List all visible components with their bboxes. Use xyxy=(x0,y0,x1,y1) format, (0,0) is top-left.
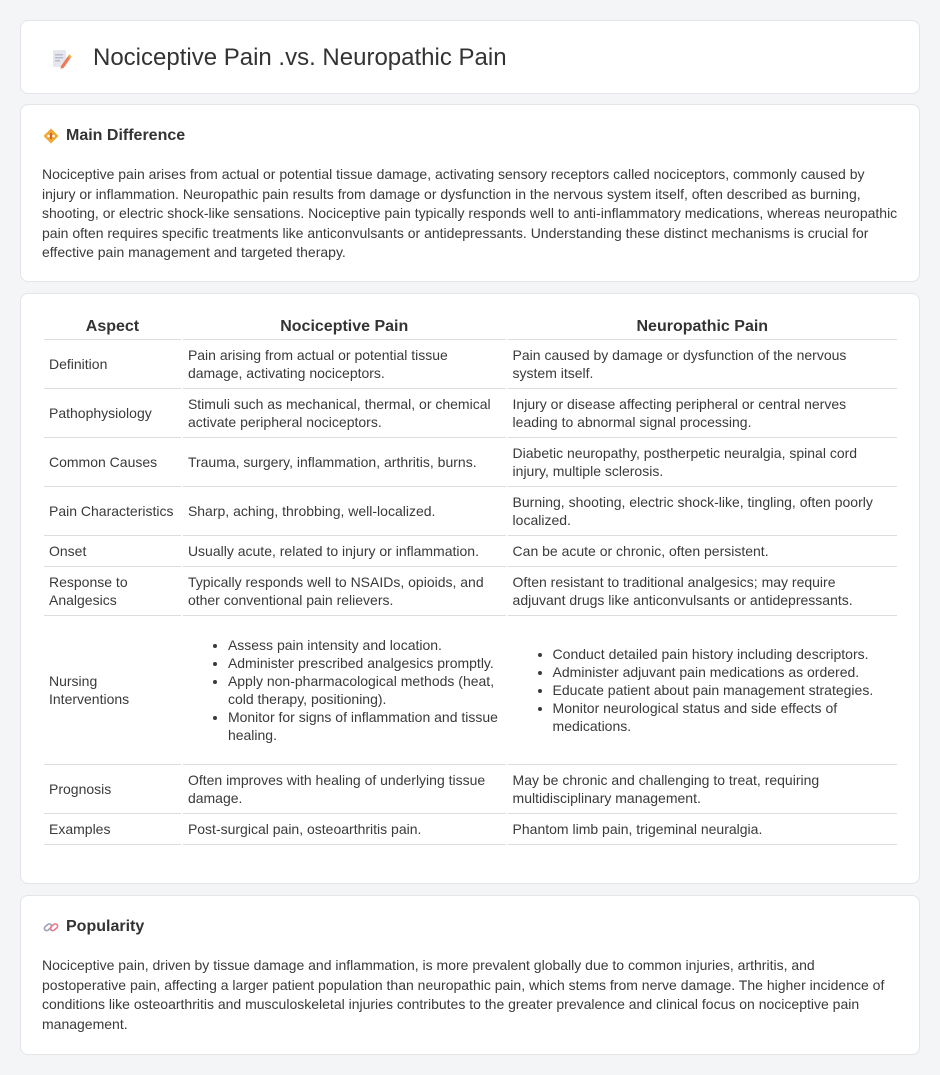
main-difference-heading xyxy=(42,127,185,145)
page-title: Nociceptive Pain .vs. Neuropathic Pain xyxy=(93,44,507,71)
neuropathic-cell: Phantom limb pain, trigeminal neuralgia. xyxy=(508,814,897,845)
table-row xyxy=(44,487,897,536)
neuropathic-interventions-list xyxy=(513,645,892,735)
diamond-warning-icon xyxy=(42,127,60,145)
neuropathic-cell: Burning, shooting, electric shock-like, tingling, often poorly localized. xyxy=(508,487,897,536)
aspect-cell: Examples xyxy=(44,814,181,845)
list-item: • Administer prescribed analgesics promptly. xyxy=(228,654,501,672)
popularity-card xyxy=(20,895,920,1055)
aspect-cell: Pathophysiology xyxy=(44,389,181,438)
neuropathic-cell: Often resistant to traditional analgesics; may require adjuvant drugs like anticonvulsants or antidepressants. xyxy=(508,567,897,616)
main-difference-card xyxy=(20,104,920,282)
comparison-table-card xyxy=(20,293,920,884)
list-item: • Administer adjuvant pain medications as ordered. xyxy=(553,663,892,681)
table-row xyxy=(44,765,897,814)
list-item: • Monitor for signs of inflammation and tissue healing. xyxy=(228,708,501,744)
aspect-cell: Definition xyxy=(44,340,181,389)
header-card xyxy=(20,20,920,94)
table-row xyxy=(44,536,897,567)
main-difference-title: Main Difference xyxy=(66,127,186,144)
nociceptive-cell: Sharp, aching, throbbing, well-localized. xyxy=(183,487,506,536)
table-row xyxy=(44,438,897,487)
list-item: • Educate patient about pain management strategies. xyxy=(553,681,892,699)
popularity-heading xyxy=(42,918,144,936)
neuropathic-cell: Injury or disease affecting peripheral or central nerves leading to abnormal signal processing. xyxy=(508,389,897,438)
nociceptive-cell: Trauma, surgery, inflammation, arthritis, burns. xyxy=(183,438,506,487)
document-pencil-icon xyxy=(49,47,73,71)
list-item: • Monitor neurological status and side effects of medications. xyxy=(553,699,892,735)
aspect-cell: Nursing Interventions xyxy=(44,616,181,765)
aspect-cell: Prognosis xyxy=(44,765,181,814)
table-row xyxy=(44,567,897,616)
nociceptive-cell: Post-surgical pain, osteoarthritis pain. xyxy=(183,814,506,845)
comparison-table xyxy=(42,315,899,845)
table-header-row xyxy=(44,315,897,340)
table-row xyxy=(44,814,897,845)
neuropathic-cell: May be chronic and challenging to treat, requiring multidisciplinary management. xyxy=(508,765,897,814)
table-row xyxy=(44,389,897,438)
nociceptive-cell: Often improves with healing of underlying tissue damage. xyxy=(183,765,506,814)
nociceptive-cell: Pain arising from actual or potential tissue damage, activating nociceptors. xyxy=(183,340,506,389)
header-nociceptive: Nociceptive Pain xyxy=(183,315,506,340)
header-neuropathic: Neuropathic Pain xyxy=(508,315,897,340)
aspect-cell: Common Causes xyxy=(44,438,181,487)
neuropathic-cell: Pain caused by damage or dysfunction of the nervous system itself. xyxy=(508,340,897,389)
aspect-cell: Response to Analgesics xyxy=(44,567,181,616)
aspect-cell: Pain Characteristics xyxy=(44,487,181,536)
list-item: • Apply non-pharmacological methods (heat, cold therapy, positioning). xyxy=(228,672,501,708)
list-item: • Conduct detailed pain history including descriptors. xyxy=(553,645,892,663)
nociceptive-cell xyxy=(183,616,506,765)
popularity-title: Popularity xyxy=(66,918,145,935)
aspect-cell: Onset xyxy=(44,536,181,567)
popularity-text: Nociceptive pain, driven by tissue damage and inflammation, is more prevalent globally due to common injuries, arthritis, and postoperative pain, affecting a larger patient population than neuropathic pain, which stems from nerve damage. The higher incidence of conditions like osteoarthritis and musculoskeletal injuries contributes to the greater prevalence and clinical focus on nociceptive pain management. xyxy=(42,957,885,1032)
main-difference-text: Nociceptive pain arises from actual or potential tissue damage, activating sensory receptors called nociceptors, commonly caused by injury or inflammation. Neuropathic pain results from damage or dysfunction in the nervous system itself, often described as burning, shooting, or electric shock-like sensations. Nociceptive pain typically responds well to anti-inflammatory medications, whereas neuropathic pain often requires specific treatments like anticonvulsants or antidepressants. Understanding these distinct mechanisms is crucial for effective pain management and targeted therapy. xyxy=(42,166,898,260)
nociceptive-cell: Stimuli such as mechanical, thermal, or chemical activate peripheral nociceptors. xyxy=(183,389,506,438)
nociceptive-interventions-list xyxy=(188,636,501,744)
table-row-nursing xyxy=(44,616,897,765)
neuropathic-cell: Can be acute or chronic, often persistent. xyxy=(508,536,897,567)
header-aspect: Aspect xyxy=(44,315,181,340)
neuropathic-cell: Diabetic neuropathy, postherpetic neuralgia, spinal cord injury, multiple sclerosis. xyxy=(508,438,897,487)
nociceptive-cell: Usually acute, related to injury or inflammation. xyxy=(183,536,506,567)
list-item: • Assess pain intensity and location. xyxy=(228,636,501,654)
table-row xyxy=(44,340,897,389)
nociceptive-cell: Typically responds well to NSAIDs, opioids, and other conventional pain relievers. xyxy=(183,567,506,616)
neuropathic-cell xyxy=(508,616,897,765)
link-icon xyxy=(42,918,60,936)
